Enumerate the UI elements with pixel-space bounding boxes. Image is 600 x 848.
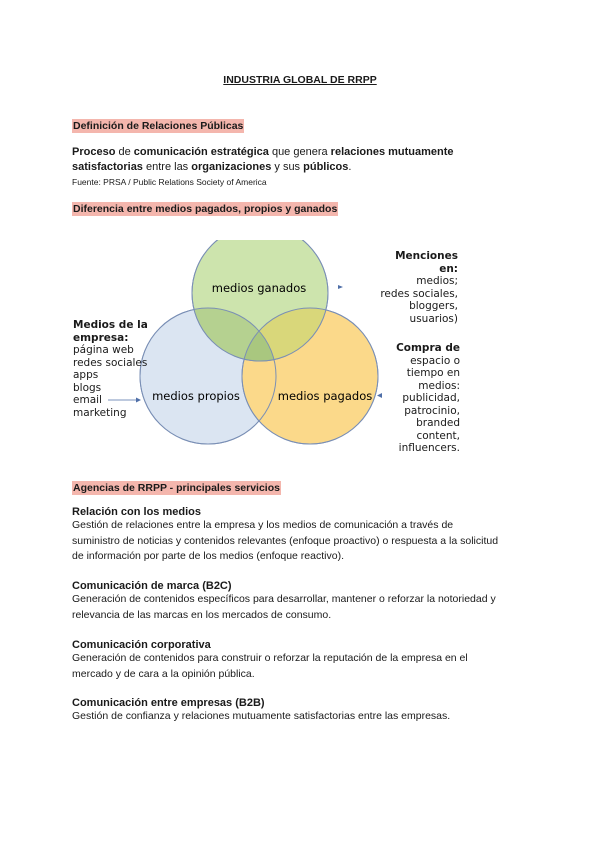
service-title: Comunicación corporativa xyxy=(72,639,211,651)
label-medios-ganados: medios ganados xyxy=(211,281,307,295)
service-b2b xyxy=(72,697,542,725)
def-proceso: Proceso xyxy=(72,146,116,158)
service-corporate xyxy=(72,639,542,682)
def-satisfactorias: satisfactorias xyxy=(72,161,143,173)
def-text: . xyxy=(348,161,352,173)
right-bottom-title: Compra de xyxy=(396,342,460,354)
def-comunicacion: comunicación estratégica xyxy=(133,146,269,158)
left-item: email xyxy=(73,394,102,406)
left-item: marketing xyxy=(73,406,127,419)
right-top-title-2: en: xyxy=(439,262,458,275)
service-desc xyxy=(72,518,542,565)
service-title: Relación con los medios xyxy=(72,506,201,518)
service-desc xyxy=(72,592,542,623)
right-bottom-item: content, xyxy=(416,429,460,442)
service-line: Generación de contenidos específicos para desarrollar, mantener o reforzar la notoriedad y xyxy=(72,593,496,605)
right-bottom-item: publicidad, xyxy=(402,392,460,404)
definition-source: Fuente: PRSA / Public Relations Society of America xyxy=(72,177,267,187)
label-medios-propios: medios propios xyxy=(152,389,240,403)
annotation-right-top xyxy=(348,250,458,325)
right-top-item: usuarios) xyxy=(409,312,458,325)
service-line: Generación de contenidos para construir o reforzar la reputación de la empresa en el xyxy=(72,652,468,664)
section-media-diff xyxy=(72,199,338,217)
service-title: Comunicación entre empresas (B2B) xyxy=(72,697,265,709)
definition-paragraph xyxy=(72,145,542,175)
section-heading-definition: Definición de Relaciones Públicas xyxy=(73,120,244,132)
right-top-item: redes sociales, xyxy=(380,287,458,300)
def-text: que genera xyxy=(268,146,331,158)
right-bottom-item: branded xyxy=(416,417,460,429)
right-bottom-item: medios: xyxy=(418,379,460,392)
service-line: relevancia de las marcas en los mercados de consumo. xyxy=(72,608,332,621)
section-agencies xyxy=(72,478,281,496)
left-title-1: Medios de la xyxy=(73,319,148,331)
right-top-item: bloggers, xyxy=(409,300,458,312)
def-organizaciones: organizaciones xyxy=(191,161,272,173)
service-title: Comunicación de marca (B2C) xyxy=(72,580,232,592)
service-line: mercado y de cara a la opinión pública. xyxy=(72,667,255,680)
right-bottom-item: influencers. xyxy=(398,442,460,454)
right-top-item: medios; xyxy=(416,275,458,287)
def-relaciones: relaciones mutuamente xyxy=(330,146,454,158)
document-title: INDUSTRIA GLOBAL DE RRPP xyxy=(223,74,377,86)
annotation-left xyxy=(73,319,173,419)
service-line: Gestión de relaciones entre la empresa y los medios de comunicación a través de xyxy=(72,519,454,531)
left-title-2: empresa: xyxy=(73,331,129,344)
def-text: entre las xyxy=(142,161,192,173)
right-bottom-item: espacio o xyxy=(410,354,460,367)
service-desc xyxy=(72,709,542,725)
right-bottom-item: tiempo en xyxy=(406,367,460,379)
left-item: blogs xyxy=(73,381,102,394)
arrow-top-head xyxy=(338,285,343,289)
service-line: suministro de noticias y contenidos relevantes (enfoque proactivo) o respuesta a la solicitud xyxy=(72,534,499,547)
right-top-title-1: Menciones xyxy=(395,250,458,262)
service-line: Gestión de confianza y relaciones mutuamente satisfactorias entre las empresas. xyxy=(72,710,451,722)
service-desc xyxy=(72,651,542,682)
service-line: de información por parte de los medios (enfoque reactivo). xyxy=(72,550,344,562)
left-item: redes sociales xyxy=(73,356,148,369)
annotation-right-bottom xyxy=(350,342,460,455)
def-publicos: públicos xyxy=(303,161,349,173)
label-medios-pagados: medios pagados xyxy=(277,389,373,403)
left-item: página web xyxy=(73,344,134,356)
def-text: de xyxy=(115,146,134,158)
section-definition xyxy=(72,116,244,134)
section-heading-agencies: Agencias de RRPP - principales servicios xyxy=(73,482,280,494)
left-item: apps xyxy=(73,369,99,381)
service-media-relations xyxy=(72,506,542,565)
service-brand-b2c xyxy=(72,580,542,623)
right-bottom-item: patrocinio, xyxy=(404,404,460,417)
section-heading-media: Diferencia entre medios pagados, propios y ganados xyxy=(73,203,338,215)
def-text: y sus xyxy=(271,161,304,173)
